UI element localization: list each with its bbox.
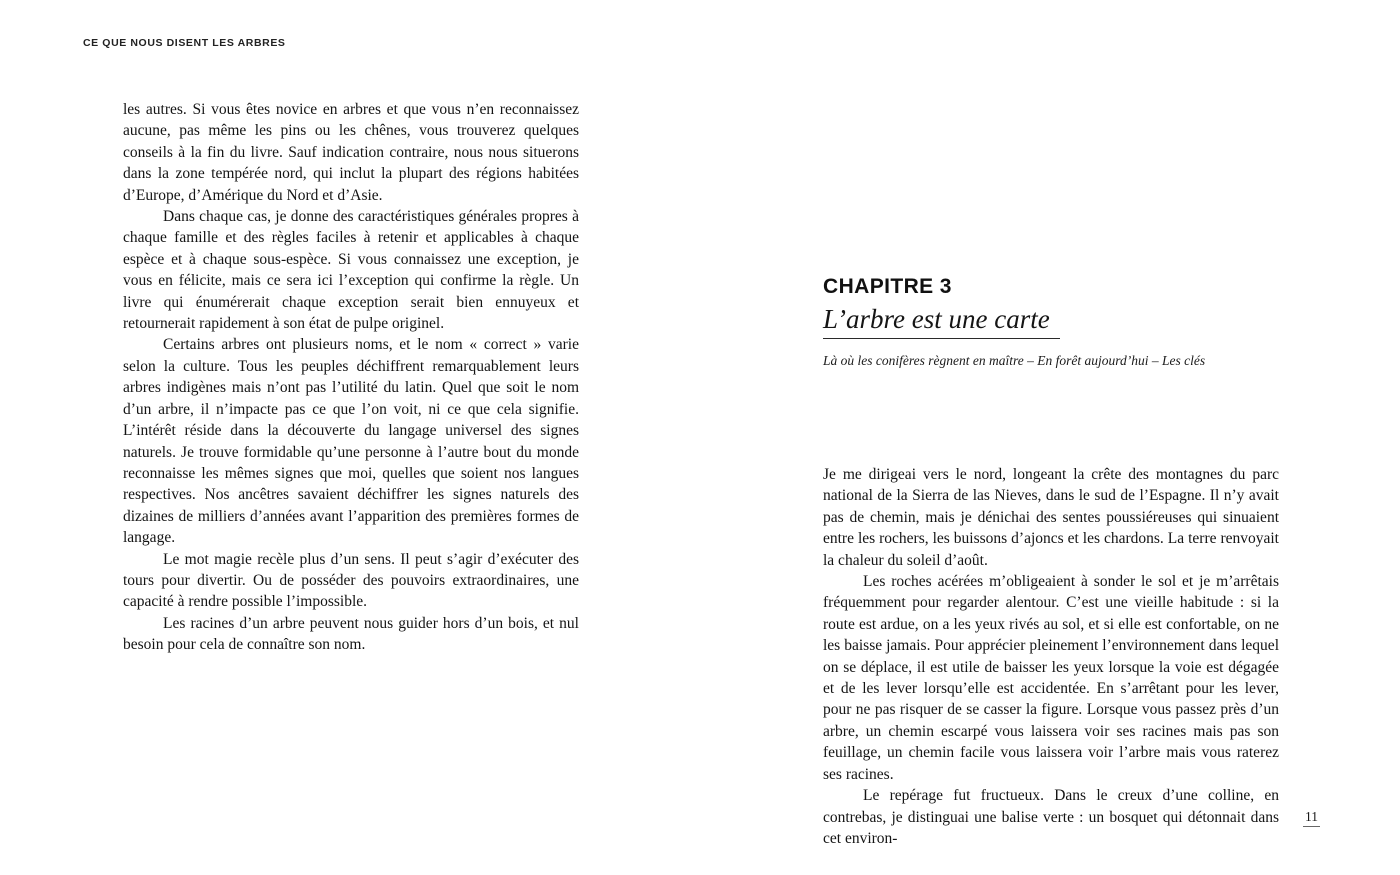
running-header: CE QUE NOUS DISENT LES ARBRES <box>83 37 286 49</box>
left-page-text-column <box>123 99 579 656</box>
page-number: 11 <box>1303 809 1320 827</box>
right-page-text-column <box>823 464 1279 849</box>
chapter-title <box>823 304 1060 339</box>
paragraph: Les roches acérées m’obligeaient à sonder le sol et je m’arrêtais fréquemment pour regarder alentour. C’est une vieille habitude : si la route est ardue, on a les yeux rivés au sol, et si elle est confortable, on ne les baisse jamais. Pour apprécier pleinement l’environnement dans lequel on se déplace, il est utile de baisser les yeux lorsque la voie est dégagée et de les lever lorsqu’elle est accidentée. En s’arrêtant pour les lever, pour ne pas risquer de se casser la figure. Lorsque vous passez près d’un arbre, un chemin escarpé vous laissera voir ses racines mais pas son feuillage, un chemin facile vous laissera voir l’arbre mais vous raterez ses racines. <box>823 573 1279 783</box>
paragraph: Le repérage fut fructueux. Dans le creux d’une colline, en contrebas, je distinguai une balise verte : un bosquet qui détonnait dans cet environ- <box>823 787 1279 847</box>
chapter-subtitle: Là où les conifères règnent en maître – En forêt aujourd’hui – Les clés <box>823 353 1206 368</box>
paragraph: les autres. Si vous êtes novice en arbres et que vous n’en reconnaissez aucune, pas même les pins ou les chênes, vous trouverez quelques conseils à la fin du livre. Sauf indication contraire, nous nous situerons dans la zone tempérée nord, qui inclut la plupart des régions habitées d’Europe, d’Amérique du Nord et d’Asie. <box>123 101 579 204</box>
paragraph: Je me dirigeai vers le nord, longeant la crête des montagnes du parc national de la Sierra de las Nieves, dans le sud de l’Espagne. Il n’y avait pas de chemin, mais je dénichai des sentes poussiéreuses qui sinuaient entre les rochers, les buissons d’ajoncs et les chardons. La terre renvoyait la chaleur du soleil d’août. <box>823 466 1279 569</box>
paragraph: Le mot magie recèle plus d’un sens. Il peut s’agir d’exécuter des tours pour divertir. Ou de posséder des pouvoirs extraordinaires, une capacité à rendre possible l’impossible. <box>123 550 579 611</box>
chapter-label: CHAPITRE 3 <box>823 275 952 298</box>
paragraph: Les racines d’un arbre peuvent nous guider hors d’un bois, et nul besoin pour cela de connaître son nom. <box>123 614 579 654</box>
chapter-title-text: L’arbre est une carte <box>823 304 1060 339</box>
paragraph: Dans chaque cas, je donne des caractéristiques générales propres à chaque famille et des règles faciles à retenir et applicables à chaque espèce et à chaque sous-espèce. Si vous connaissez une exception, je vous en félicite, mais ce sera ici l’exception qui confirme la règle. Un livre qui énumérerait chaque exception serait bien ennuyeux et retournerait rapidement à son état de pulpe originel. <box>123 208 579 333</box>
paragraph: Certains arbres ont plusieurs noms, et le nom « correct » varie selon la culture. Tous les peuples déchiffrent remarquablement leurs arbres indigènes mais n’ont pas l’utilité du latin. Quel que soit le nom d’un arbre, il n’impacte pas ce que l’on voit, ni ce que cela signifie. L’intérêt réside dans la découverte du langage universel des signes naturels. Je trouve formidable qu’une personne à l’autre bout du monde reconnaisse les mêmes signes que moi, quelles que soient nos langues respectives. Nos ancêtres savaient déchiffrer les signes naturels des dizaines de milliers d’années avant l’apparition des premières formes de langage. <box>123 336 579 547</box>
